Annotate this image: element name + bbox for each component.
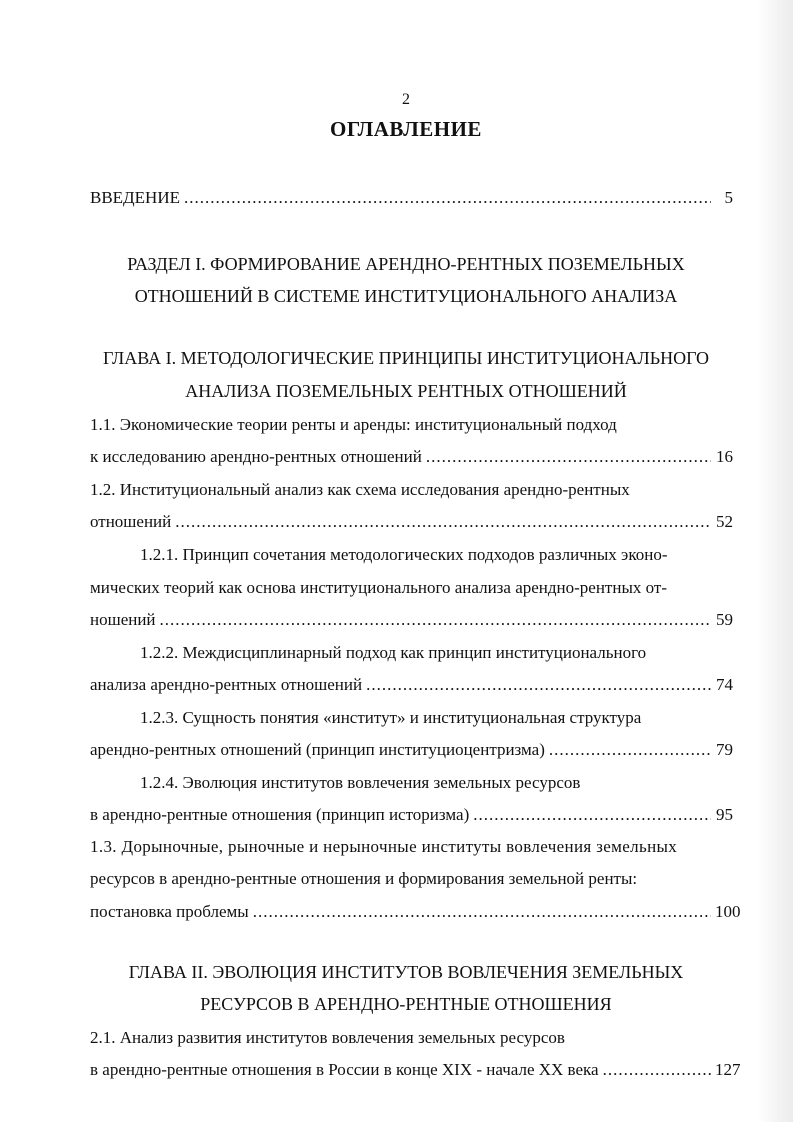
toc-entry-intro[interactable] <box>90 188 733 208</box>
dot-leader <box>160 610 711 630</box>
toc-entry-1-2-3[interactable] <box>90 740 733 760</box>
toc-page-number: 59 <box>716 610 733 629</box>
toc-entry-label: арендно-рентных отношений (принцип институциоцентризма) <box>90 740 545 759</box>
toc-entry-label: в арендно-рентные отношения в России в конце XIX - начале XX века <box>90 1060 599 1079</box>
dot-leader <box>603 1060 711 1080</box>
dot-leader <box>175 512 711 532</box>
toc-entry-label: ВВЕДЕНИЕ <box>90 188 180 207</box>
toc-page-number: 16 <box>716 447 733 466</box>
toc-entry-1-2-4-line-1[interactable]: 1.2.4. Эволюция институтов вовлечения земельных ресурсов <box>140 773 581 792</box>
toc-entry-1-2-1-line-1[interactable]: 1.2.1. Принцип сочетания методологических подходов различных эконо- <box>140 545 668 564</box>
toc-page-number: 5 <box>724 188 733 207</box>
dot-leader <box>253 902 711 922</box>
toc-entry-1-3-line-2[interactable]: ресурсов в арендно-рентные отношения и формирования земельной ренты: <box>90 869 638 888</box>
toc-page-number: 100 <box>715 902 741 921</box>
toc-entry-1-1-line-1[interactable]: 1.1. Экономические теории ренты и аренды: институциональный подход <box>90 415 617 434</box>
toc-page-number: 52 <box>716 512 733 531</box>
chapter-2-heading-line-1: ГЛАВА II. ЭВОЛЮЦИЯ ИНСТИТУТОВ ВОВЛЕЧЕНИЯ ЗЕМЕЛЬНЫХ <box>128 962 684 982</box>
toc-entry-2-1-line-1[interactable]: 2.1. Анализ развития институтов вовлечения земельных ресурсов <box>90 1028 565 1047</box>
toc-entry-1-2-1-line-2[interactable]: мических теорий как основа институционального анализа арендно-рентных от- <box>90 578 667 597</box>
section-heading-line-1: РАЗДЕЛ I. ФОРМИРОВАНИЕ АРЕНДНО-РЕНТНЫХ ПОЗЕМЕЛЬНЫХ <box>127 254 685 274</box>
chapter-heading-line-2: АНАЛИЗА ПОЗЕМЕЛЬНЫХ РЕНТНЫХ ОТНОШЕНИЙ <box>185 381 627 401</box>
chapter-heading-line-1: ГЛАВА I. МЕТОДОЛОГИЧЕСКИЕ ПРИНЦИПЫ ИНСТИТУЦИОНАЛЬНОГО <box>102 348 710 368</box>
dot-leader <box>426 447 711 467</box>
toc-entry-1-2-3-line-1[interactable]: 1.2.3. Сущность понятия «институт» и институциональная структура <box>140 708 642 727</box>
toc-entry-2-1[interactable] <box>90 1060 741 1080</box>
toc-entry-label: ношений <box>90 610 156 629</box>
dot-leader <box>366 675 711 695</box>
dot-leader <box>549 740 711 760</box>
dot-leader <box>184 188 711 208</box>
toc-entry-1-2-2[interactable] <box>90 675 733 695</box>
page-number: 2 <box>402 91 410 108</box>
toc-entry-1-2-4[interactable] <box>90 805 733 825</box>
toc-entry-label: отношений <box>90 512 172 531</box>
toc-entry-1-3[interactable] <box>90 902 741 922</box>
toc-page-number: 127 <box>715 1060 741 1079</box>
toc-entry-label: анализа арендно-рентных отношений <box>90 675 363 694</box>
section-heading-line-2: ОТНОШЕНИЙ В СИСТЕМЕ ИНСТИТУЦИОНАЛЬНОГО АНАЛИЗА <box>134 286 678 306</box>
toc-entry-1-2[interactable] <box>90 512 733 532</box>
toc-entry-1-2-1[interactable] <box>90 610 733 630</box>
toc-entry-1-2-2-line-1[interactable]: 1.2.2. Междисциплинарный подход как принцип институционального <box>140 643 647 662</box>
toc-entry-label: к исследованию арендно-рентных отношений <box>90 447 422 466</box>
toc-page-number: 95 <box>716 805 733 824</box>
page-title: ОГЛАВЛЕНИЕ <box>330 117 482 141</box>
toc-entry-1-2-line-1[interactable]: 1.2. Институциональный анализ как схема исследования арендно-рентных <box>90 480 630 499</box>
toc-entry-label: в арендно-рентные отношения (принцип историзма) <box>90 805 470 824</box>
toc-entry-label: постановка проблемы <box>90 902 249 921</box>
toc-page-number: 79 <box>716 740 733 759</box>
chapter-2-heading-line-2: РЕСУРСОВ В АРЕНДНО-РЕНТНЫЕ ОТНОШЕНИЯ <box>200 994 612 1014</box>
toc-page-number: 74 <box>716 675 733 694</box>
toc-entry-1-1[interactable] <box>90 447 733 467</box>
dot-leader <box>473 805 711 825</box>
toc-entry-1-3-line-1[interactable]: 1.3. Дорыночные, рыночные и нерыночные институты вовлечения земельных <box>90 837 678 856</box>
